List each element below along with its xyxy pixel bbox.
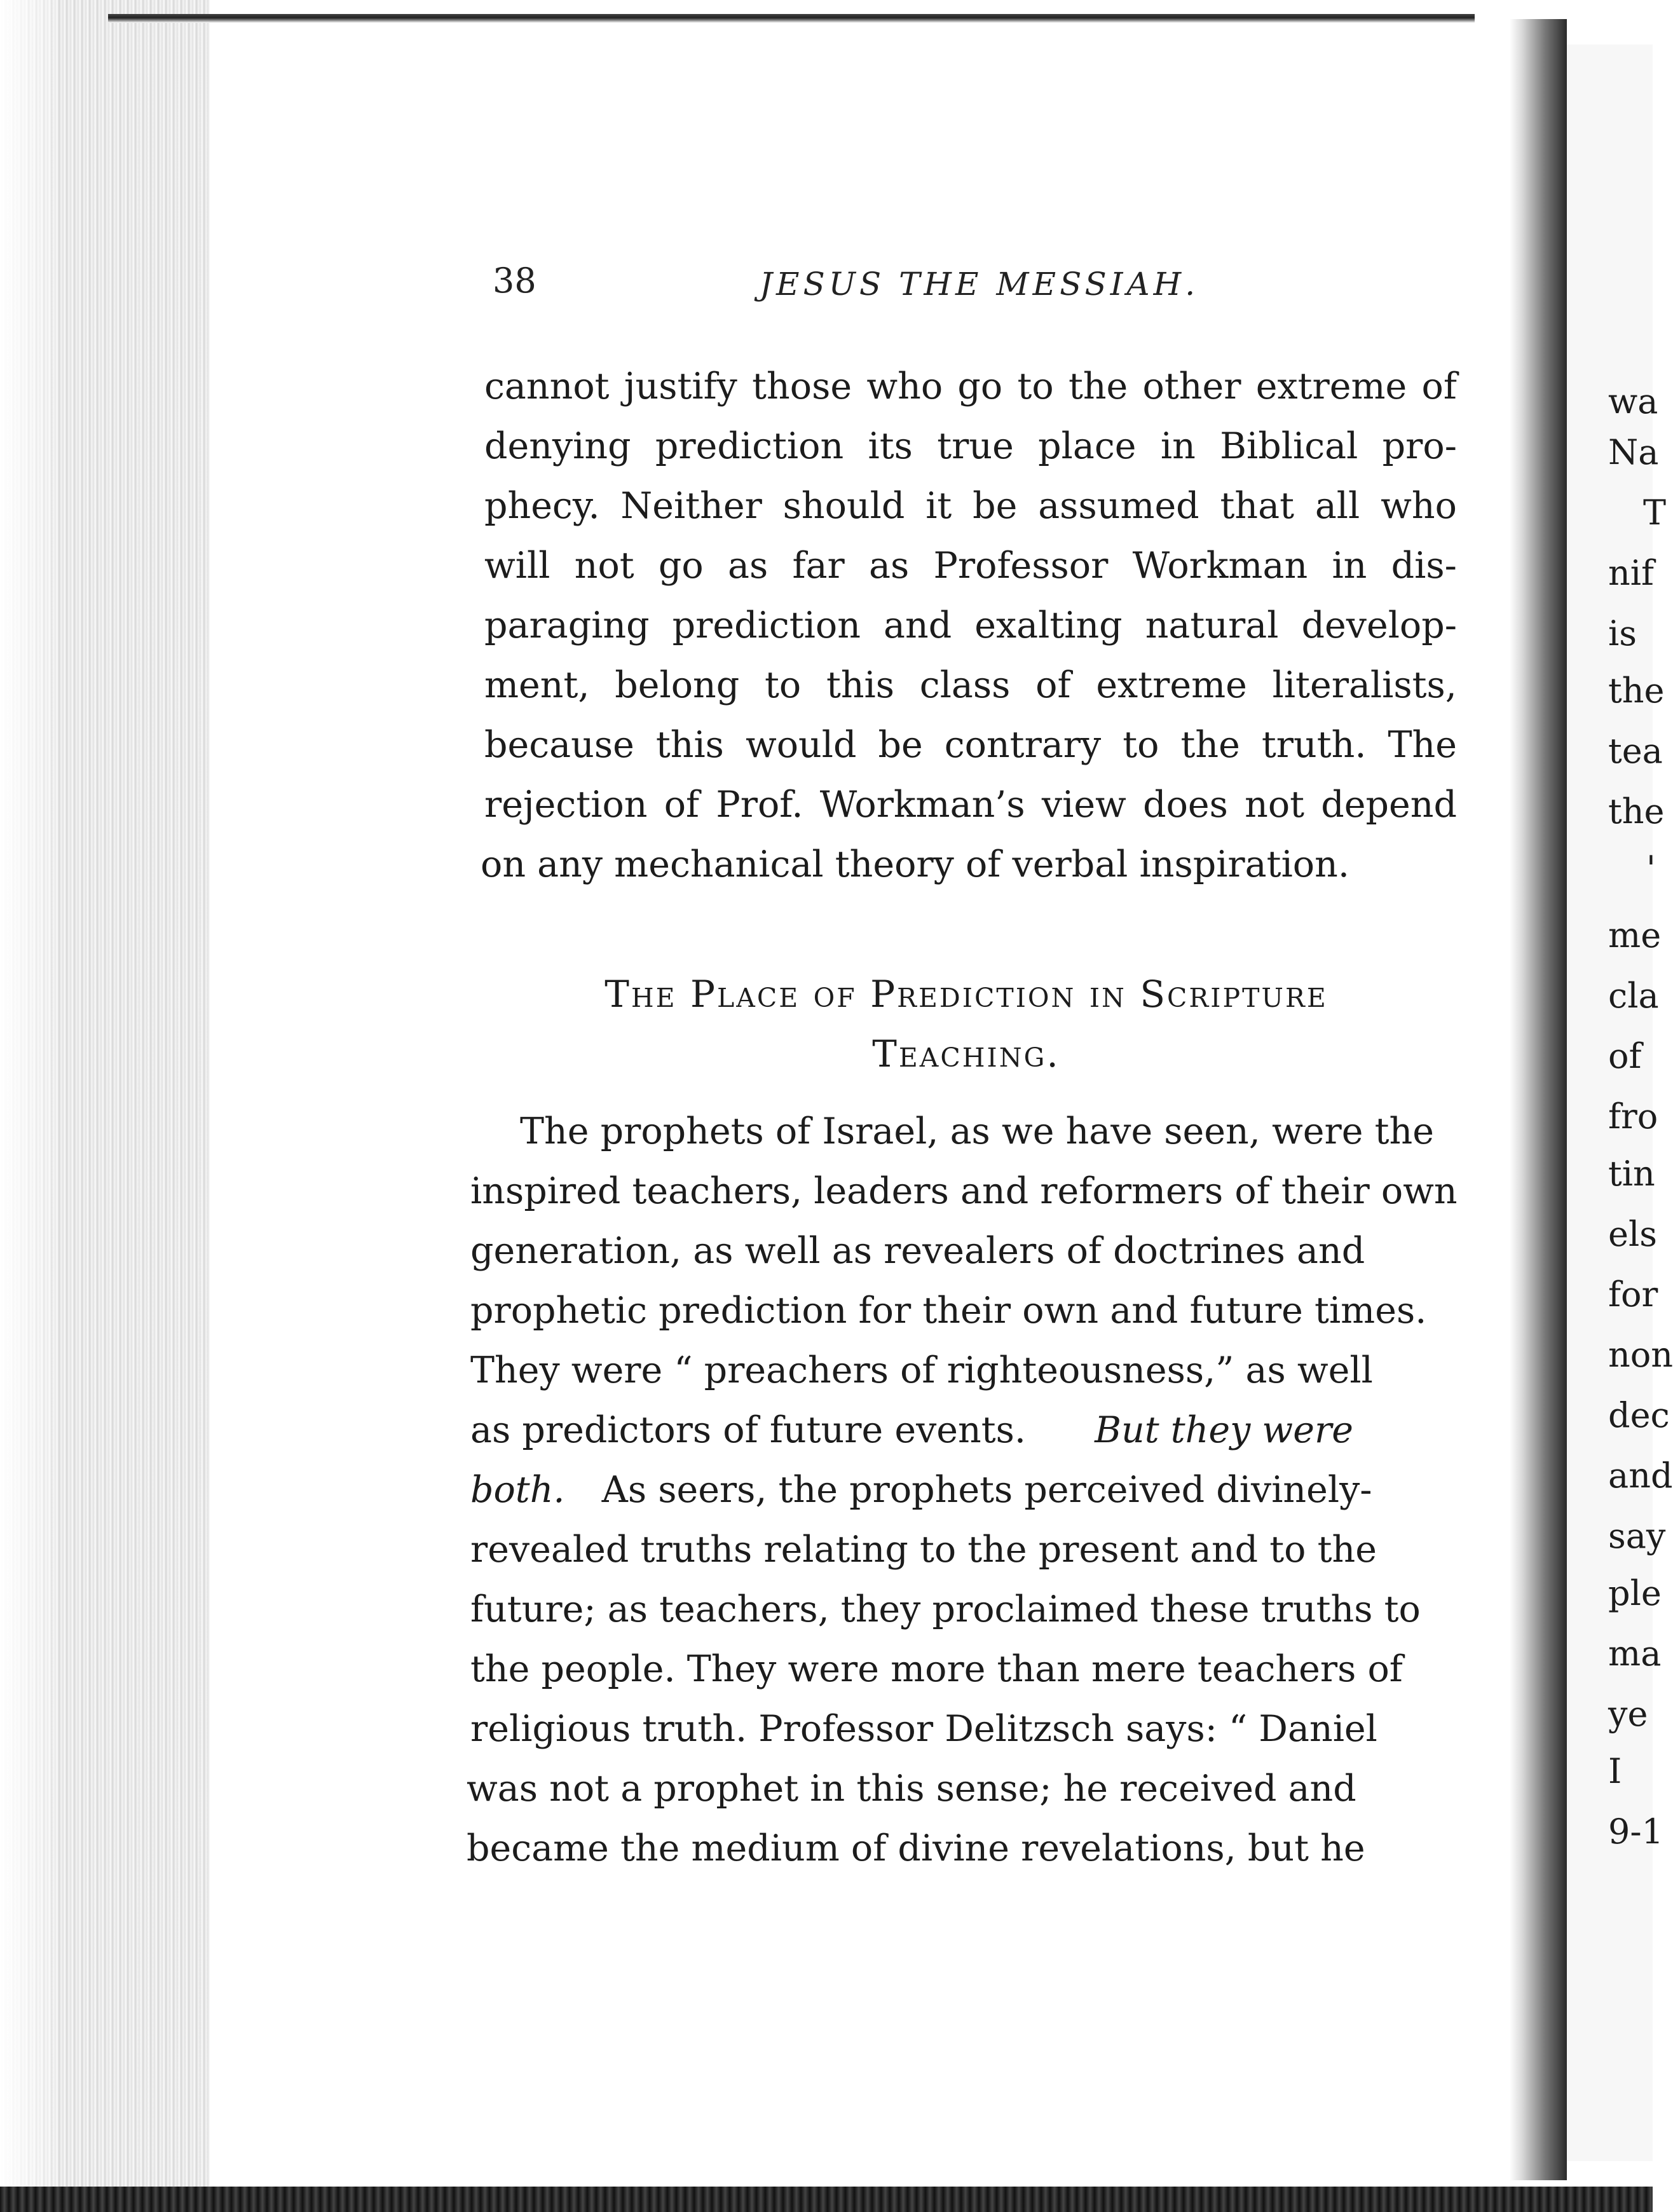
text-line: became the medium of divine revelations, but he bbox=[467, 1827, 1365, 1869]
text-line: paraging prediction and exalting natural develop- bbox=[484, 604, 1457, 646]
text-line: phecy. Neither should it be assumed that all who bbox=[484, 485, 1457, 527]
facing-fragment: tin bbox=[1608, 1154, 1655, 1194]
facing-fragment: ye bbox=[1608, 1694, 1648, 1734]
text-line: future; as teachers, they proclaimed these truths to bbox=[470, 1588, 1421, 1630]
book-fore-edges bbox=[0, 0, 210, 2212]
facing-fragment: non bbox=[1608, 1335, 1673, 1375]
facing-fragment: the bbox=[1608, 671, 1665, 711]
text-line: will not go as far as Professor Workman in dis- bbox=[484, 545, 1457, 587]
text-line: generation, as well as revealers of doctrines and bbox=[470, 1230, 1365, 1272]
facing-fragment: els bbox=[1608, 1214, 1657, 1254]
text-line: inspired teachers, leaders and reformers of their own bbox=[470, 1170, 1458, 1212]
facing-fragment: I bbox=[1608, 1751, 1622, 1791]
text-line: ment, belong to this class of extreme literalists, bbox=[484, 664, 1457, 706]
facing-fragment: 9-1 bbox=[1608, 1812, 1663, 1852]
text-line: rejection of Prof. Workman’s view does not depend bbox=[484, 784, 1457, 826]
scan-top-edge bbox=[108, 14, 1475, 23]
facing-fragment: of bbox=[1608, 1036, 1642, 1076]
facing-fragment: T bbox=[1643, 493, 1667, 533]
text-line: the people. They were more than mere teachers of bbox=[470, 1648, 1403, 1690]
text-line: revealed truths relating to the present and to the bbox=[470, 1529, 1377, 1571]
facing-fragment: dec bbox=[1608, 1395, 1670, 1435]
running-head: JESUS THE MESSIAH. bbox=[760, 266, 1199, 303]
text-line: as predictors of future events. But they were bbox=[470, 1409, 1353, 1451]
text-line: cannot justify those who go to the other extreme of bbox=[484, 365, 1457, 407]
text-line: They were “ preachers of righteousness,” as well bbox=[470, 1349, 1373, 1391]
text-line: The prophets of Israel, as we have seen, were the bbox=[520, 1110, 1434, 1152]
italic-phrase: But they were bbox=[1095, 1409, 1353, 1451]
italic-phrase: both. bbox=[470, 1469, 565, 1511]
text-line: on any mechanical theory of verbal inspiration. bbox=[481, 843, 1349, 885]
scan-bottom-edge bbox=[0, 2187, 1653, 2212]
text-line: because this would be contrary to the truth. The bbox=[484, 724, 1457, 766]
facing-fragment: me bbox=[1608, 915, 1662, 955]
facing-fragment: ple bbox=[1608, 1573, 1662, 1613]
section-heading-line-2: Teaching. bbox=[872, 1032, 1060, 1075]
facing-fragment: cla bbox=[1608, 976, 1659, 1016]
facing-fragment: fro bbox=[1608, 1096, 1658, 1137]
book-gutter-shadow bbox=[1510, 19, 1567, 2180]
text-line: prophetic prediction for their own and future times. bbox=[470, 1290, 1427, 1332]
facing-fragment: ' bbox=[1646, 849, 1656, 889]
facing-fragment: say bbox=[1608, 1516, 1666, 1556]
page-number: 38 bbox=[493, 261, 536, 301]
facing-fragment: the bbox=[1608, 791, 1665, 831]
facing-fragment: ma bbox=[1608, 1634, 1662, 1674]
facing-fragment: wa bbox=[1608, 381, 1658, 421]
facing-fragment: Na bbox=[1608, 432, 1659, 472]
facing-fragment: nif bbox=[1608, 553, 1655, 593]
text-line: was not a prophet in this sense; he received and bbox=[467, 1768, 1356, 1810]
text-line: denying prediction its true place in Biblical pro- bbox=[484, 425, 1457, 467]
text-line: religious truth. Professor Delitzsch says: “ Daniel bbox=[470, 1708, 1377, 1750]
text-line: both. As seers, the prophets perceived divinely- bbox=[470, 1469, 1372, 1511]
section-heading-line-1: The Place of Prediction in Scripture bbox=[604, 973, 1328, 1016]
facing-fragment: is bbox=[1608, 613, 1637, 653]
facing-fragment: tea bbox=[1608, 731, 1663, 771]
facing-fragment: and bbox=[1608, 1456, 1673, 1496]
facing-fragment: for bbox=[1608, 1274, 1658, 1314]
